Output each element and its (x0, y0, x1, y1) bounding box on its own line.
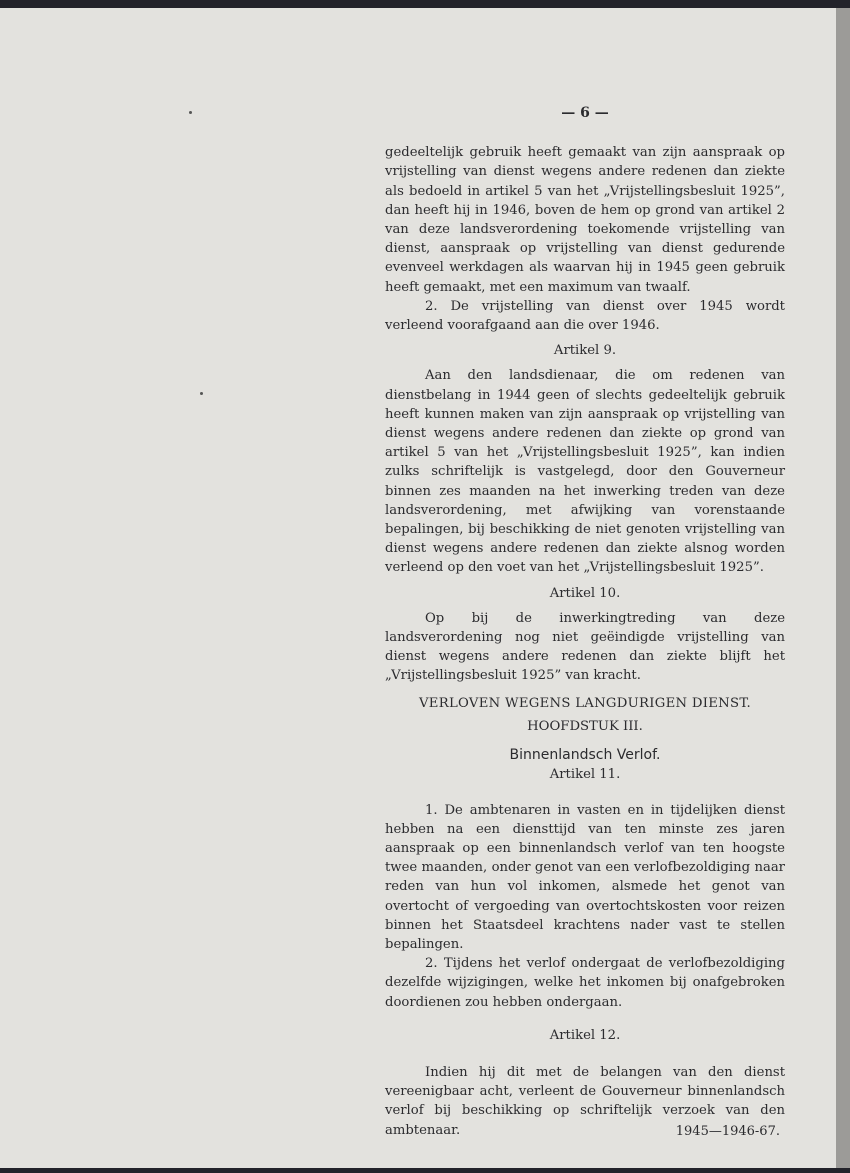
paragraph: 2. Tijdens het verlof ondergaat de verlofbezoldiging dezelfde wijzigingen, welke het inkomen bij onafgebroken doordienen zou hebben ondergaan. (385, 956, 785, 1010)
text-column (385, 104, 785, 1140)
article-heading: Artikel 11. (549, 767, 621, 783)
page-edge (836, 8, 850, 1168)
document-page (0, 8, 836, 1168)
article-heading: Artikel 9. (553, 343, 617, 359)
section-heading: VERLOVEN WEGENS LANGDURIGEN DIENST. (418, 695, 751, 711)
paragraph: Op bij de inwerkingtreding van deze landsverordening nog niet geëindigde vrijstelling van dienst wegens andere redenen dan ziekte blijft het „Vrijstellingsbesluit 1925” van kracht. (385, 610, 785, 684)
paper-speck (189, 111, 192, 114)
paragraph: gedeeltelijk gebruik heeft gemaakt van zijn aanspraak op vrijstelling van dienst wegens andere redenen dan ziekte als bedoeld in artikel 5 van het „Vrijstellingsbesluit 1925”, dan heeft hij in 1946, boven de hem op grond van artikel 2 van deze landsverordening toekomende vrijstelling van dienst, aanspraak op vrijstelling van dienst gedurende evenveel werkdagen als waarvan hij in 1945 geen gebruik heeft gemaakt, met een maximum van twaalf. (385, 145, 785, 295)
paragraph: Aan den landsdienaar, die om redenen van dienstbelang in 1944 geen of slechts gedeeltelijk gebruik heeft kunnen maken van zijn aanspraak op vrijstelling van dienst wegens andere redenen dan ziekte op grond van artikel 5 van het „Vrijstellingsbesluit 1925”, kan indien zulks schriftelijk is vastgelegd, door den Gouverneur binnen zes maanden na het inwerking treden van deze landsverordening, met afwijking van vorenstaande bepalingen, bij beschikking de niet genoten vrijstelling van dienst wegens andere redenen dan ziekte alsnog worden verleend op den voet van het „Vrijstellingsbesluit 1925”. (385, 368, 785, 576)
footer-reference: 1945—1946-67. (675, 1124, 780, 1139)
page-number: — 6 — (561, 105, 609, 121)
paper-speck (200, 392, 203, 395)
chapter-title: Binnenlandsch Verlof. (509, 747, 661, 764)
chapter-heading: HOOFDSTUK III. (527, 718, 643, 734)
paragraph: Indien hij dit met de belangen van den dienst vereenigbaar acht, verleent de Gouverneur binnenlandsch verlof bij beschikking op schriftelijk verzoek van den ambtenaar. (385, 1064, 785, 1138)
paragraph: 1. De ambtenaren in vasten en in tijdelijken dienst hebben na een diensttijd van ten minste zes jaren aanspraak op een binnenlandsch verlof van ten hoogste twee maanden, onder genot van een verlofbezoldiging naar reden van hun vol inkomen, alsmede het genot van overtocht of vergoeding van overtochtskosten voor reizen binnen het Staatsdeel krachtens nader vast te stellen bepalingen. (385, 802, 785, 952)
paragraph: 2. De vrijstelling van dienst over 1945 wordt verleend voorafgaand aan die over 1946. (385, 298, 785, 334)
article-heading: Artikel 10. (549, 585, 621, 601)
article-heading: Artikel 12. (549, 1027, 621, 1043)
